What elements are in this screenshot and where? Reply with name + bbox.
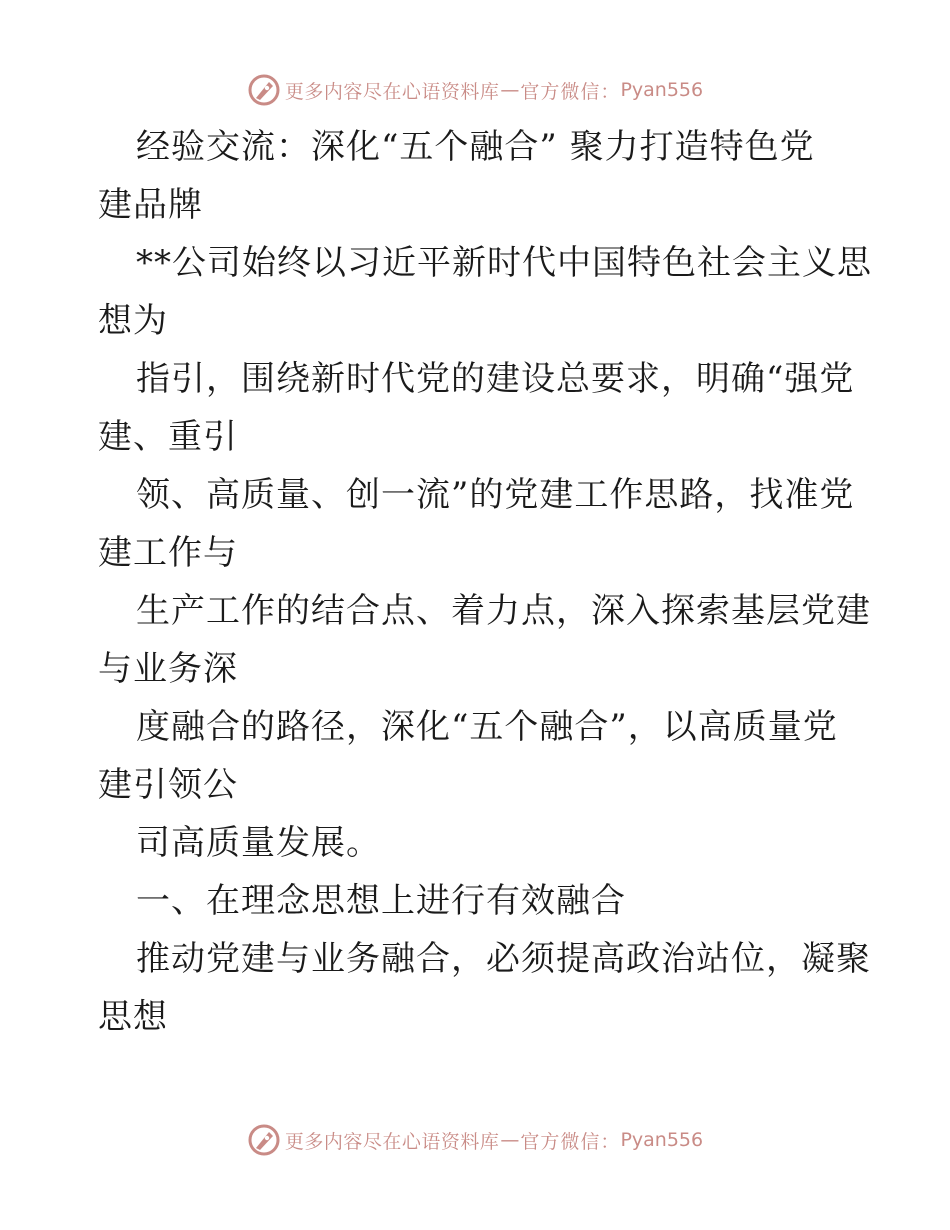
title-line-1: 经验交流：深化“五个融合” 聚力打造特色党 bbox=[136, 127, 815, 167]
footer-site-name: 更多内容尽在心语资料库 bbox=[284, 1130, 500, 1153]
paragraph-line: 领、高质量、创一流”的党建工作思路，找准党 bbox=[136, 475, 855, 515]
document-body bbox=[98, 118, 872, 1046]
paragraph-line: 与业务深 bbox=[98, 649, 238, 689]
paragraph-line: **公司始终以习近平新时代中国特色社会主义思 bbox=[136, 243, 872, 283]
header-wechat-account: Pyan556 bbox=[620, 79, 704, 101]
pen-nib-logo-icon bbox=[247, 73, 281, 107]
paragraph-line: 司高质量发展。 bbox=[136, 823, 381, 863]
footer-watermark-banner bbox=[0, 1120, 950, 1160]
paragraph-line: 建引领公 bbox=[98, 765, 238, 805]
paragraph-line: 推动党建与业务融合，必须提高政治站位，凝聚 bbox=[136, 939, 871, 979]
footer-wechat-label: 官方微信： bbox=[520, 1130, 621, 1153]
paragraph-line: 度融合的路径，深化“五个融合”，以高质量党 bbox=[136, 707, 838, 747]
header-separator: — bbox=[500, 79, 520, 101]
footer-wechat-account: Pyan556 bbox=[620, 1129, 704, 1151]
pen-nib-logo-icon bbox=[247, 1123, 281, 1157]
paragraph-line: 建工作与 bbox=[98, 533, 238, 573]
paragraph-line: 建、重引 bbox=[98, 417, 238, 457]
section-heading: 一、在理念思想上进行有效融合 bbox=[136, 881, 626, 921]
paragraph-line: 想为 bbox=[98, 301, 168, 341]
header-site-name: 更多内容尽在心语资料库 bbox=[284, 80, 500, 103]
paragraph-line: 思想 bbox=[98, 997, 168, 1037]
footer-separator: — bbox=[500, 1129, 520, 1151]
header-watermark-banner bbox=[0, 70, 950, 110]
title-line-2: 建品牌 bbox=[98, 185, 203, 225]
paragraph-line: 生产工作的结合点、着力点，深入探索基层党建 bbox=[136, 591, 871, 631]
paragraph-line: 指引，围绕新时代党的建设总要求，明确“强党 bbox=[136, 359, 855, 399]
header-wechat-label: 官方微信： bbox=[520, 80, 621, 103]
